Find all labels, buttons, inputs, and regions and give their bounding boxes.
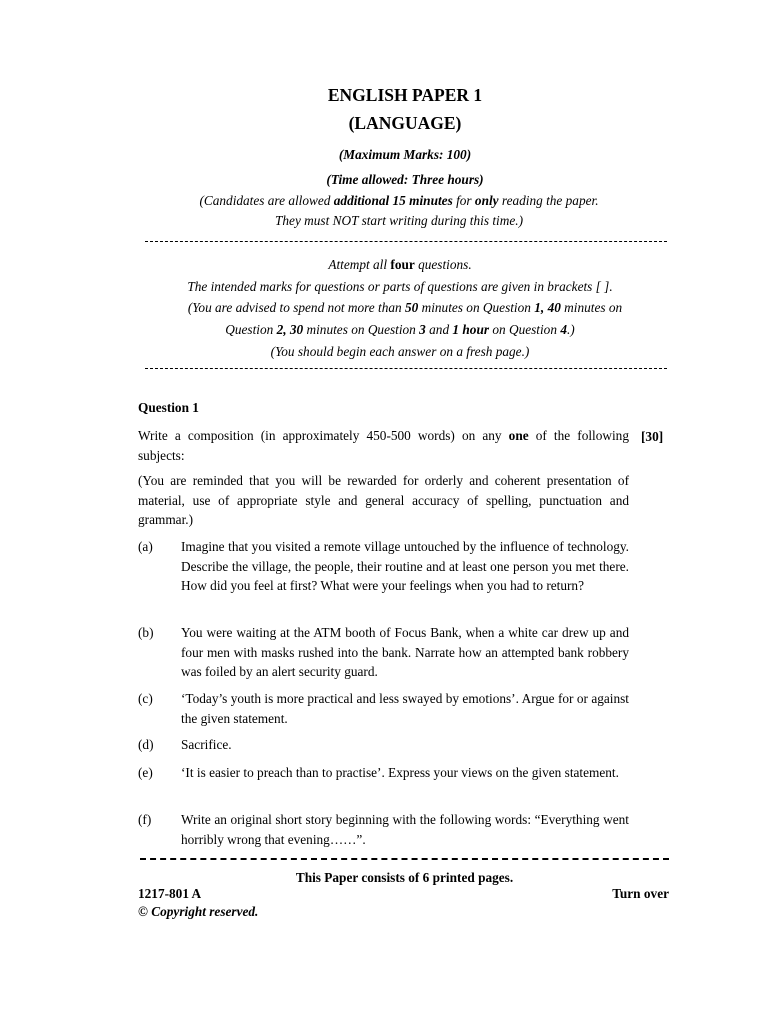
emphasis: 2, 30	[276, 322, 304, 337]
option-label: (a)	[138, 539, 153, 554]
text: Attempt all	[328, 257, 391, 272]
turn-over-label: Turn over	[612, 886, 669, 901]
marks-badge: [30]	[641, 429, 664, 444]
option-text: ‘Today’s youth is more practical and less swayed by emotions’. Argue for or against the given statement.	[181, 691, 629, 726]
text: for	[452, 193, 475, 208]
option-label: (b)	[138, 625, 154, 640]
divider-footer	[140, 858, 669, 860]
instructions-line4	[130, 320, 670, 340]
text: questions.	[414, 257, 472, 272]
emphasis: 1, 40	[534, 300, 561, 315]
instructions-line1	[130, 255, 670, 275]
divider-middle	[145, 368, 667, 369]
instructions-line5: (You should begin each answer on a fresh page.)	[270, 344, 530, 359]
candidates-note-line1	[0, 191, 770, 211]
paper-title: ENGLISH PAPER 1	[327, 85, 483, 105]
option-text: You were waiting at the ATM booth of Focus Bank, when a white car drew up and four men with masks rushed into the bank. Narrate how an attempted bank robbery was foiled by an alert security guard.	[181, 625, 629, 679]
emphasis: four	[390, 257, 415, 272]
text: (You are advised to spend not more than	[187, 300, 405, 315]
pages-note: This Paper consists of 6 printed pages.	[295, 870, 514, 885]
instructions-line2: The intended marks for questions or parts of questions are given in brackets [ ].	[187, 279, 613, 294]
text: reading the paper.	[498, 193, 599, 208]
paper-code: 1217-801 A	[138, 886, 202, 901]
text: of the following subjects:	[138, 428, 629, 463]
option-label: (e)	[138, 765, 153, 780]
emphasis: additional 15 minutes	[333, 193, 453, 208]
instructions-line3	[135, 298, 675, 318]
emphasis: 50	[404, 300, 419, 315]
option-label: (f)	[138, 812, 152, 827]
text: minutes on	[560, 300, 623, 315]
text: .)	[566, 322, 575, 337]
emphasis: one	[508, 428, 529, 443]
text: minutes on Question	[303, 322, 420, 337]
option-text: Write an original short story beginning with the following words: “Everything went horribly wrong that evening……”.	[181, 812, 629, 847]
emphasis: 3	[419, 322, 426, 337]
text: minutes on Question	[418, 300, 535, 315]
option-label: (d)	[138, 737, 154, 752]
paper-subtitle: (LANGUAGE)	[348, 113, 462, 133]
text: Question	[225, 322, 277, 337]
text: Write a composition (in approximately 450-500 words) on any	[138, 428, 509, 443]
option-text: ‘It is easier to preach than to practise’. Express your views on the given statement.	[181, 765, 619, 780]
time-allowed: (Time allowed: Three hours)	[326, 172, 484, 187]
question-heading: Question 1	[138, 400, 199, 415]
text: (Candidates are allowed	[199, 193, 334, 208]
text: on Question	[489, 322, 561, 337]
emphasis: 4	[560, 322, 567, 337]
emphasis: only	[474, 193, 499, 208]
question-intro	[138, 426, 629, 465]
maximum-marks: (Maximum Marks: 100)	[338, 147, 472, 162]
option-text: Sacrifice.	[181, 737, 232, 752]
candidates-note-line2: They must NOT start writing during this time.)	[275, 213, 523, 228]
option-label: (c)	[138, 691, 153, 706]
option-text: Imagine that you visited a remote village untouched by the influence of technology. Describe the village, the people, their routine and at least one person you met there. How did you feel at first? What were your feelings when you had to return?	[181, 539, 629, 593]
divider-top	[145, 241, 667, 242]
text: and	[425, 322, 453, 337]
emphasis: 1 hour	[452, 322, 490, 337]
copyright-notice: © Copyright reserved.	[138, 904, 259, 919]
question-reminder: (You are reminded that you will be rewarded for orderly and coherent presentation of material, use of appropriate style and general accuracy of spelling, punctuation and grammar.)	[138, 473, 629, 527]
